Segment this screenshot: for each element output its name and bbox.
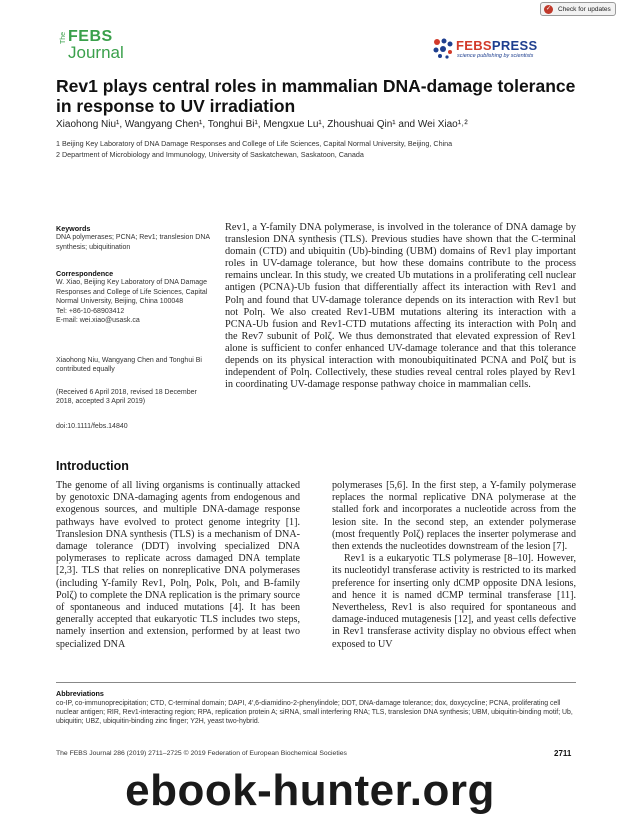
journal-logo-journal: Journal <box>68 43 124 62</box>
abbreviations-divider <box>56 682 576 683</box>
journal-logo-febs: FEBS <box>68 28 113 45</box>
check-for-updates-label: Check for updates <box>558 6 611 13</box>
introduction-heading: Introduction <box>56 459 129 473</box>
intro-right-column <box>332 480 576 651</box>
affiliation-1: 1 Beijing Key Laboratory of DNA Damage Responses and College of Life Sciences, Capital Normal University, Beijing, China <box>56 139 453 148</box>
abbreviations-block <box>56 689 576 726</box>
intro-right-paragraph-1: polymerases [5,6]. In the first step, a Y-family polymerase replaces the normal replicative DNA polymerase at the stalled fork and incorporates a nucleotide across from the lesion site. In the second step, an extender polymerase (most frequently Polζ) replaces the inserter polymerase and then extends the nucleotides downstream of the lesion [7]. <box>332 480 576 553</box>
abbreviations-heading: Abbreviations <box>56 689 104 698</box>
update-icon: ✓ <box>545 6 552 12</box>
abstract-text: Rev1, a Y-family DNA polymerase, is involved in the tolerance of DNA damage by translesion DNA synthesis (TLS). Previous studies have shown that the C-terminal domain (CTD) and ubiquitin (Ub)-binding (UBM) domains of Rev1 play important roles in UV-damage tolerance, but how these domains contribute to the process remains unclear. In this study, we created Ub mutations in a proliferating cell nuclear antigen (PCNA)-Ub fusion that differentially affect its interaction with Rev1 and Polη and found that UV-damage tolerance depends on its interaction with Rev1 but not Polη. We also created Rev1-UBM mutations altering its interaction with a PCNA-Ub fusion and Rev1-CTD mutations affecting its interaction with Polη and the Rev7 subunit of Polζ. We thus demonstrated that elevated expression of Rev1 alone is sufficient to confer enhanced UV-damage tolerance and that this tolerance depends on its physical interaction with monoubiquitinated PCNA and Polζ but is independent of Polη. Collectively, these studies reveal central roles played by Rev1 in coordinating UV-damage response pathway choice in mammalian cells. <box>225 222 576 391</box>
keywords-text: DNA polymerases; PCNA; Rev1; translesion DNA synthesis; ubiquitination <box>56 234 210 251</box>
correspondence-email[interactable]: E-mail: wei.xiao@usask.ca <box>56 317 140 325</box>
affiliation-2: 2 Department of Microbiology and Immunology, University of Saskatchewan, Saskatoon, Canada <box>56 150 364 159</box>
article-title: Rev1 plays central roles in mammalian DNA-damage tolerance in response to UV irradiation <box>56 76 576 116</box>
doi-link[interactable]: doi:10.1111/febs.14840 <box>56 423 128 430</box>
febs-press-dots-icon <box>432 37 454 59</box>
keywords-block <box>56 224 216 252</box>
contribution-note: Xiaohong Niu, Wangyang Chen and Tonghui Bi contributed equally <box>56 357 202 374</box>
febs-press-tagline: science publishing by scientists <box>457 53 534 59</box>
intro-left-paragraph: The genome of all living organisms is continually attacked by genotoxic DNA-damaging agents from endogenous and exogenous sources, and multiple DNA-damage response pathways have evolved to protect genome integrity [1]. Translesion DNA synthesis (TLS) is a mechanism of DNA-damage tolerance (DDT) involving specialized DNA polymerases to replicate across damaged DNA template [2,3]. TLS that relies on nonreplicative DNA polymerases (including Y-family Rev1, Polη, Polκ, Polι, and B-family Polζ) to complete the DNA replication is the primary source of spontaneous and induced mutations [4]. It has been generally accepted that eukaryotic TLS includes two steps, namely insertion and extension, performed by at least two specialized DNA <box>56 480 300 650</box>
check-for-updates-button[interactable] <box>540 2 616 16</box>
correspondence-tel: Tel: +86-10-68903412 <box>56 307 125 315</box>
febs-press-logo <box>432 36 552 64</box>
correspondence-heading: Correspondence <box>56 269 114 278</box>
febs-press-name: FEBSPRESS <box>456 38 538 53</box>
watermark: ebook-hunter.org <box>125 766 495 815</box>
journal-footer: The FEBS Journal 286 (2019) 2711–2725 © 2019 Federation of European Biochemical Societies <box>56 750 347 757</box>
journal-logo-the: The <box>60 31 67 44</box>
author-list: Xiaohong Niu¹, Wangyang Chen¹, Tonghui Bi¹, Mengxue Lu¹, Zhoushuai Qin¹ and Wei Xiao¹˒² <box>56 119 468 130</box>
received-dates: (Received 6 April 2018, revised 18 December 2018, accepted 3 April 2019) <box>56 389 197 406</box>
correspondence-address: W. Xiao, Beijing Key Laboratory of DNA Damage Responses and College of Life Sciences, Capital Normal University, Beijing, China 100048 <box>56 279 208 306</box>
intro-right-paragraph-2: Rev1 is a eukaryotic TLS polymerase [8–10]. However, its nucleotidyl transferase activity is restricted to its marked preference for inserting only dCMP opposite DNA lesions, and hence it is named dCMP terminal transferase [11]. Nevertheless, Rev1 is also required for spontaneous and damage-induced mutagenesis [12], and yeast cells defective in Rev1 transferase activity display no obvious effect when exposed to UV <box>332 553 576 650</box>
abbreviations-text: co-IP, co-immunoprecipitation; CTD, C-terminal domain; DAPI, 4′,6-diamidino-2-phenylindole; DDT, DNA-damage tolerance; dox, doxycycline; PCNA, proliferating cell nuclear antigen; RIR, Rev1-interacting region; RPA, replication protein A; siRNA, small interfering RNA; TLS, translesion DNA synthesis; UBM, ubiquitin-binding motif; Ub, ubiquitin; UBZ, ubiquitin-binding zinc finger; Y2H, yeast two-hybrid. <box>56 700 573 725</box>
page-number: 2711 <box>554 749 572 758</box>
intro-left-column <box>56 480 300 651</box>
journal-logo <box>60 26 170 62</box>
correspondence-block <box>56 269 216 325</box>
keywords-heading: Keywords <box>56 224 91 233</box>
